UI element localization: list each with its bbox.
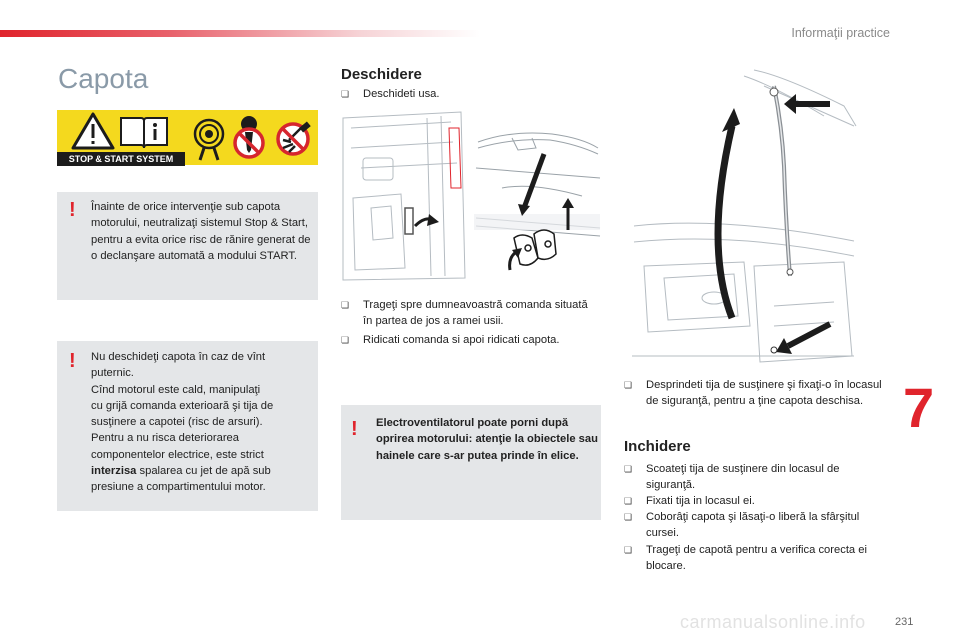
stop-start-label: STOP & START SYSTEM <box>57 152 185 166</box>
warning-triangle-icon <box>73 114 113 148</box>
manual-book-icon <box>121 118 167 148</box>
opening-step-2: ❏ Trageţi spre dumneavoastră comanda situată în partea de jos a ramei usii. <box>341 299 588 328</box>
no-tie-icon <box>235 116 263 157</box>
closing-step-1: ❏ Scoateţi tija de susţinere din locasul de siguranţă. <box>624 463 840 492</box>
warning-exclamation-icon: ! <box>351 418 358 440</box>
warning-exclamation-icon: ! <box>69 350 76 372</box>
page-number: 231 <box>895 616 914 628</box>
checkbox-bullet-icon: ❏ <box>624 464 633 474</box>
door-release-illustration <box>341 108 469 282</box>
opening-title: Deschidere <box>341 66 422 83</box>
opening-step-4: ❏ Desprindeti tija de susţinere şi fixaţi-o în locasul de siguranţă, pentru a ţine capota deschisa. <box>624 379 882 408</box>
checkbox-bullet-icon: ❏ <box>341 89 350 99</box>
fan-icon <box>195 120 223 160</box>
stop-start-warning <box>57 192 318 300</box>
checkbox-bullet-icon: ❏ <box>624 496 633 506</box>
checkbox-bullet-icon: ❏ <box>624 512 633 522</box>
watermark: carmanualsonline.info <box>680 612 866 632</box>
warning-text: Electroventilatorul poate porni după oprirea motorului: atenţie la obiectele sau hainele care s-ar putea prinde în elice. <box>376 417 598 462</box>
opening-step-3: ❏ Ridicati comanda si apoi ridicati capota. <box>341 332 601 349</box>
checkbox-bullet-icon: ❏ <box>624 380 633 390</box>
opening-step-1: ❏ Deschideti usa. <box>341 86 611 103</box>
closing-title: Inchidere <box>624 438 691 455</box>
forbidden-word: interzisa <box>91 465 137 478</box>
closing-step-4: ❏ Trageţi de capotă pentru a verifica corecta ei blocare. <box>624 544 867 573</box>
header-accent-bar <box>0 30 480 37</box>
warning-exclamation-icon: ! <box>69 199 76 221</box>
checkbox-bullet-icon: ❏ <box>341 335 350 345</box>
hood-lever-illustration <box>472 108 602 282</box>
warning-text: Nu deschideţi capota în caz de vînt puternic. Cînd motorul este cald, manipulaţi cu grijă comanda exterioară şi tija de susţinere a capotei (risc de arsuri). Pentru a nu risca deteriorarea componentelor electrice, este strict interzisa spalarea cu jet de apă sub presiune a compartimentului motor. <box>91 351 274 494</box>
chapter-number: 7 <box>903 376 935 439</box>
fan-warning <box>341 405 601 520</box>
no-jet-wash-icon <box>278 121 311 154</box>
checkbox-bullet-icon: ❏ <box>624 545 633 555</box>
page-title: Capota <box>58 63 149 94</box>
section-title: Informaţii practice <box>791 26 890 40</box>
closing-step-2: ❏ Fixati tija in locasul ei. <box>624 493 894 510</box>
checkbox-bullet-icon: ❏ <box>341 300 350 310</box>
wind-warning <box>57 341 318 511</box>
prop-rod-illustration <box>624 66 859 366</box>
warning-text: Înainte de orice intervenţie sub capota motorului, neutralizaţi sistemul Stop & Start, pentru a evita orice risc de rănire generat de o declanşare automată a modului START. <box>91 201 311 262</box>
closing-step-3: ❏ Coborâţi capota şi lăsaţi-o liberă la sfârşitul cursei. <box>624 511 860 540</box>
